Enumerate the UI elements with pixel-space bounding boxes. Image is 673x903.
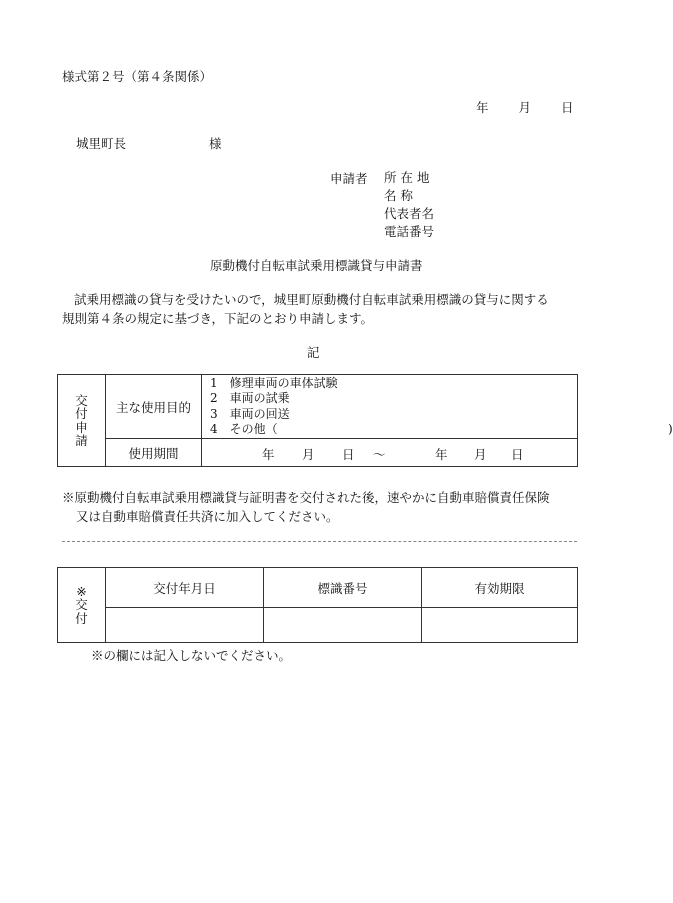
purpose-label: 主な使用目的: [106, 375, 202, 439]
period-label: 使用期間: [106, 439, 202, 467]
ki-label: 記: [307, 345, 320, 360]
applicant-fields: [384, 169, 434, 241]
application-section-cell: [58, 375, 106, 467]
applicant-field-name: 名 称: [384, 188, 413, 203]
office-section-label: ※ 交 付: [75, 584, 88, 626]
purpose-close-paren: ): [668, 422, 673, 436]
office-use-table: [57, 567, 578, 643]
period-day2: 日: [511, 447, 524, 462]
addressee-mayor: 城里町長: [76, 136, 127, 151]
period-value: [202, 439, 578, 467]
document-title: 原動機付自転車試乗用標識貸与申請書: [210, 258, 423, 273]
value-issue-date: [106, 608, 264, 643]
date-month: 月: [518, 100, 532, 115]
applicant-field-phone: 電話番号: [384, 224, 435, 239]
purpose-option-4: 4 その他（: [210, 422, 278, 436]
period-year2: 年: [435, 447, 448, 462]
addressee-honorific: 様: [209, 136, 222, 151]
period-year1: 年: [262, 447, 275, 462]
applicant-field-address: 所 在 地: [384, 170, 430, 185]
applicant-field-representative: 代表者名: [384, 206, 435, 221]
header-sign-number: 標識番号: [264, 568, 422, 608]
body-text-line-1: 試乗用標識の貸与を受けたいので，城里町原動機付自転車試乗用標識の貸与に関する: [74, 292, 549, 307]
period-month2: 月: [474, 447, 487, 462]
purpose-option-2: 2 車両の試乗: [210, 391, 290, 405]
note-line-1: ※原動機付自転車試乗用標識貸与証明書を交付された後，速やかに自動車賠償責任保険: [62, 490, 550, 505]
period-month1: 月: [302, 447, 315, 462]
office-section-cell: [58, 568, 106, 643]
value-sign-number: [264, 608, 422, 643]
value-expiry: [422, 608, 578, 643]
note-line-2: 又は自動車賠償責任共済に加入してください。: [76, 509, 339, 524]
body-text-line-2: 規則第４条の規定に基づき，下記のとおり申請します。: [62, 311, 374, 326]
period-tilde: ～: [373, 447, 386, 462]
application-table: [57, 374, 673, 467]
application-section-label: 交 付 申 請: [75, 393, 88, 448]
purpose-option-3: 3 車両の回送: [210, 406, 290, 421]
purpose-options: [202, 375, 673, 439]
date-line: [476, 98, 574, 116]
purpose-option-1: 1 修理車両の車体試験: [210, 375, 338, 390]
separator-line: [62, 541, 577, 542]
date-day: 日: [561, 100, 574, 115]
header-issue-date: 交付年月日: [106, 568, 264, 608]
footer-note: ※の欄には記入しないでください。: [91, 648, 292, 663]
form-number: 様式第２号（第４条関係）: [62, 69, 213, 84]
applicant-label: 申請者: [330, 171, 368, 186]
date-year: 年: [476, 100, 489, 115]
header-expiry: 有効期限: [422, 568, 578, 608]
period-day1: 日: [342, 447, 355, 462]
